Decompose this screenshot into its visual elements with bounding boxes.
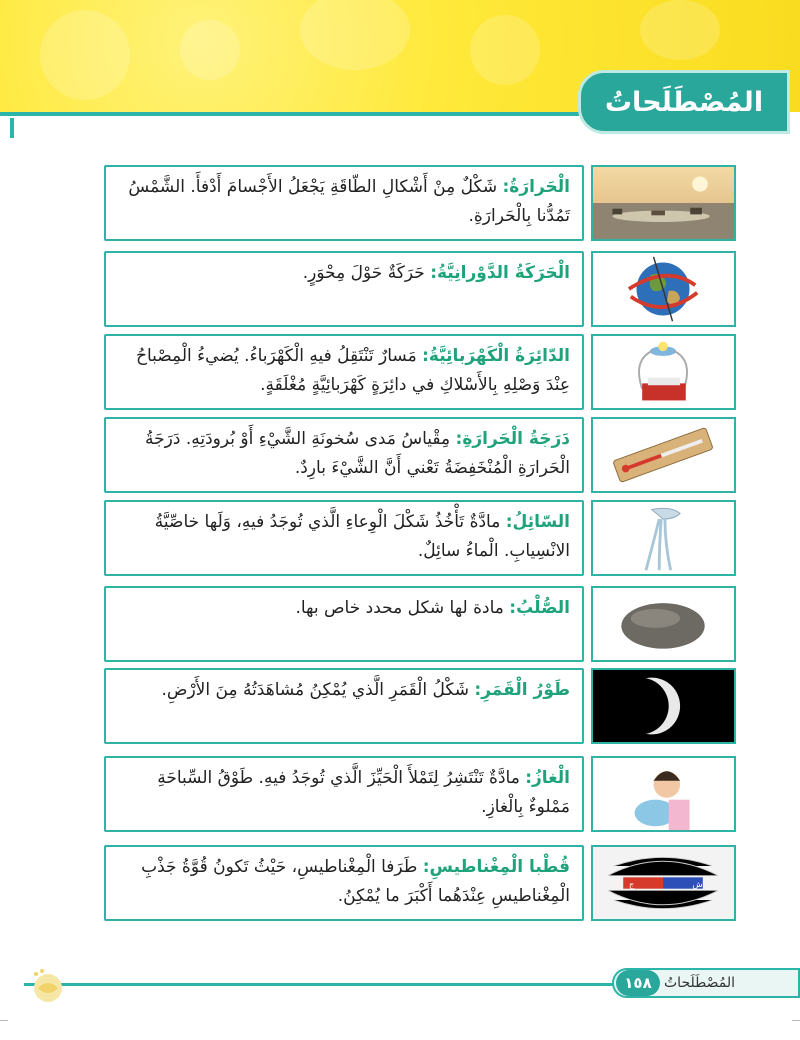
entry-definition: شَكْلُ الْقَمَرِ الَّذي يُمْكِنُ مُشاهَدَتُهُ مِنَ الأَرْضِ. xyxy=(161,680,475,700)
entry-term: الدّائِرَةُ الْكَهْرَبائِيَّةُ: xyxy=(422,346,570,366)
page-number: ١٥٨ xyxy=(616,970,660,996)
entry-text xyxy=(104,334,584,410)
magnet-south-label: ج xyxy=(628,879,635,890)
entry-text xyxy=(104,756,584,832)
glossary-entry xyxy=(104,334,736,410)
entry-term: الْغازُ: xyxy=(525,768,570,788)
entry-term: طَوْرُ الْقَمَرِ: xyxy=(474,680,570,700)
crescent-moon-image xyxy=(591,668,736,744)
entry-text xyxy=(104,668,584,744)
glossary-entry xyxy=(104,586,736,662)
glossary-entry xyxy=(104,417,736,493)
entry-definition: مادَّةٌ تَنْتَشِرُ لِتَمْلأَ الْحَيِّزَ الَّذي تُوجَدُ فيهِ. طَوْقُ السِّباحَةِ مَمْلوءٌ بِالْغازِ. xyxy=(157,768,570,817)
header-divider xyxy=(0,112,600,116)
entry-definition: مَسارٌ تَنْتَقِلُ فيهِ الْكَهْرَباءُ. يُضيءُ الْمِصْباحُ عِنْدَ وَصْلِهِ بِالأَسْلاكِ في دائِرَةٍ كَهْرَبائِيَّةٍ مُغْلَقَةٍ. xyxy=(135,346,570,395)
glossary-entry xyxy=(104,756,736,832)
entry-text xyxy=(104,586,584,662)
entry-definition: حَرَكَةٌ حَوْلَ مِحْوَرٍ. xyxy=(302,263,431,283)
entry-term: دَرَجَةُ الْحَرارَةِ: xyxy=(455,429,570,449)
entry-term: الْحَرَكَةُ الدَّوْرانِيَّةُ: xyxy=(430,263,570,283)
glossary-entry xyxy=(104,500,736,576)
entry-text xyxy=(104,417,584,493)
entry-term: الصُّلْبُ: xyxy=(509,598,570,618)
glossary-entry xyxy=(104,845,736,921)
page-title-tab xyxy=(578,70,790,134)
crop-mark xyxy=(0,1020,8,1021)
publisher-logo-icon xyxy=(26,966,70,1006)
pouring-water-image xyxy=(591,500,736,576)
desert-landscape-image xyxy=(591,165,736,241)
glossary-entry xyxy=(104,165,736,241)
magnet-north-label: ش xyxy=(692,879,703,890)
rotating-globe-image xyxy=(591,251,736,327)
entry-definition: مِقْياسُ مَدى سُخونَةِ الشَّيْءِ أَوْ بُرودَتِهِ. دَرَجَةُ الْحَرارَةِ الْمُنْخَفِضَةُ تَعْني أَنَّ الشَّيْءَ بارِدٌ. xyxy=(145,429,570,478)
page-title: المُصْطَلَحاتُ xyxy=(604,86,764,118)
electric-circuit-image xyxy=(591,334,736,410)
header-divider-tick xyxy=(10,118,14,138)
crop-mark xyxy=(792,1020,800,1021)
entry-definition: طَرَفا الْمِغْناطيسِ، حَيْثُ تَكونُ قُوَّةُ جَذْبِ الْمِغْناطيسِ عِنْدَهُما أَكْبَرَ ما يُمْكِنُ. xyxy=(141,857,570,906)
entry-text xyxy=(104,165,584,241)
entry-text xyxy=(104,500,584,576)
entry-text xyxy=(104,251,584,327)
girl-with-swim-ring-image xyxy=(591,756,736,832)
entry-term: السّائِلُ: xyxy=(505,512,570,532)
entry-definition: شَكْلٌ مِنْ أَشْكالِ الطّاقَةِ يَجْعَلُ الأَجْسامَ أَدْفأَ. الشَّمْسُ تَمُدُّنا بِالْحَرارَةِ. xyxy=(128,177,570,226)
thermometer-image xyxy=(591,417,736,493)
glossary-entry xyxy=(104,668,736,744)
glossary-entry xyxy=(104,251,736,327)
entry-definition: مادة لها شكل محدد خاص بها. xyxy=(295,598,510,618)
entry-text xyxy=(104,845,584,921)
entry-definition: مادَّةٌ تَأْخُذُ شَكْلَ الْوِعاءِ الَّذي تُوجَدُ فيهِ، وَلَها خاصِّيَّةُ الانْسِيابِ. الْماءُ سائِلٌ. xyxy=(154,512,570,561)
entry-term: قُطْبا الْمِغْناطيسِ: xyxy=(422,857,570,877)
footer-section-label: المُصْطَلَحاتُ xyxy=(664,975,735,991)
entry-term: الْحَرارَةُ: xyxy=(502,177,570,197)
bar-magnet-image xyxy=(591,845,736,921)
stone-image xyxy=(591,586,736,662)
